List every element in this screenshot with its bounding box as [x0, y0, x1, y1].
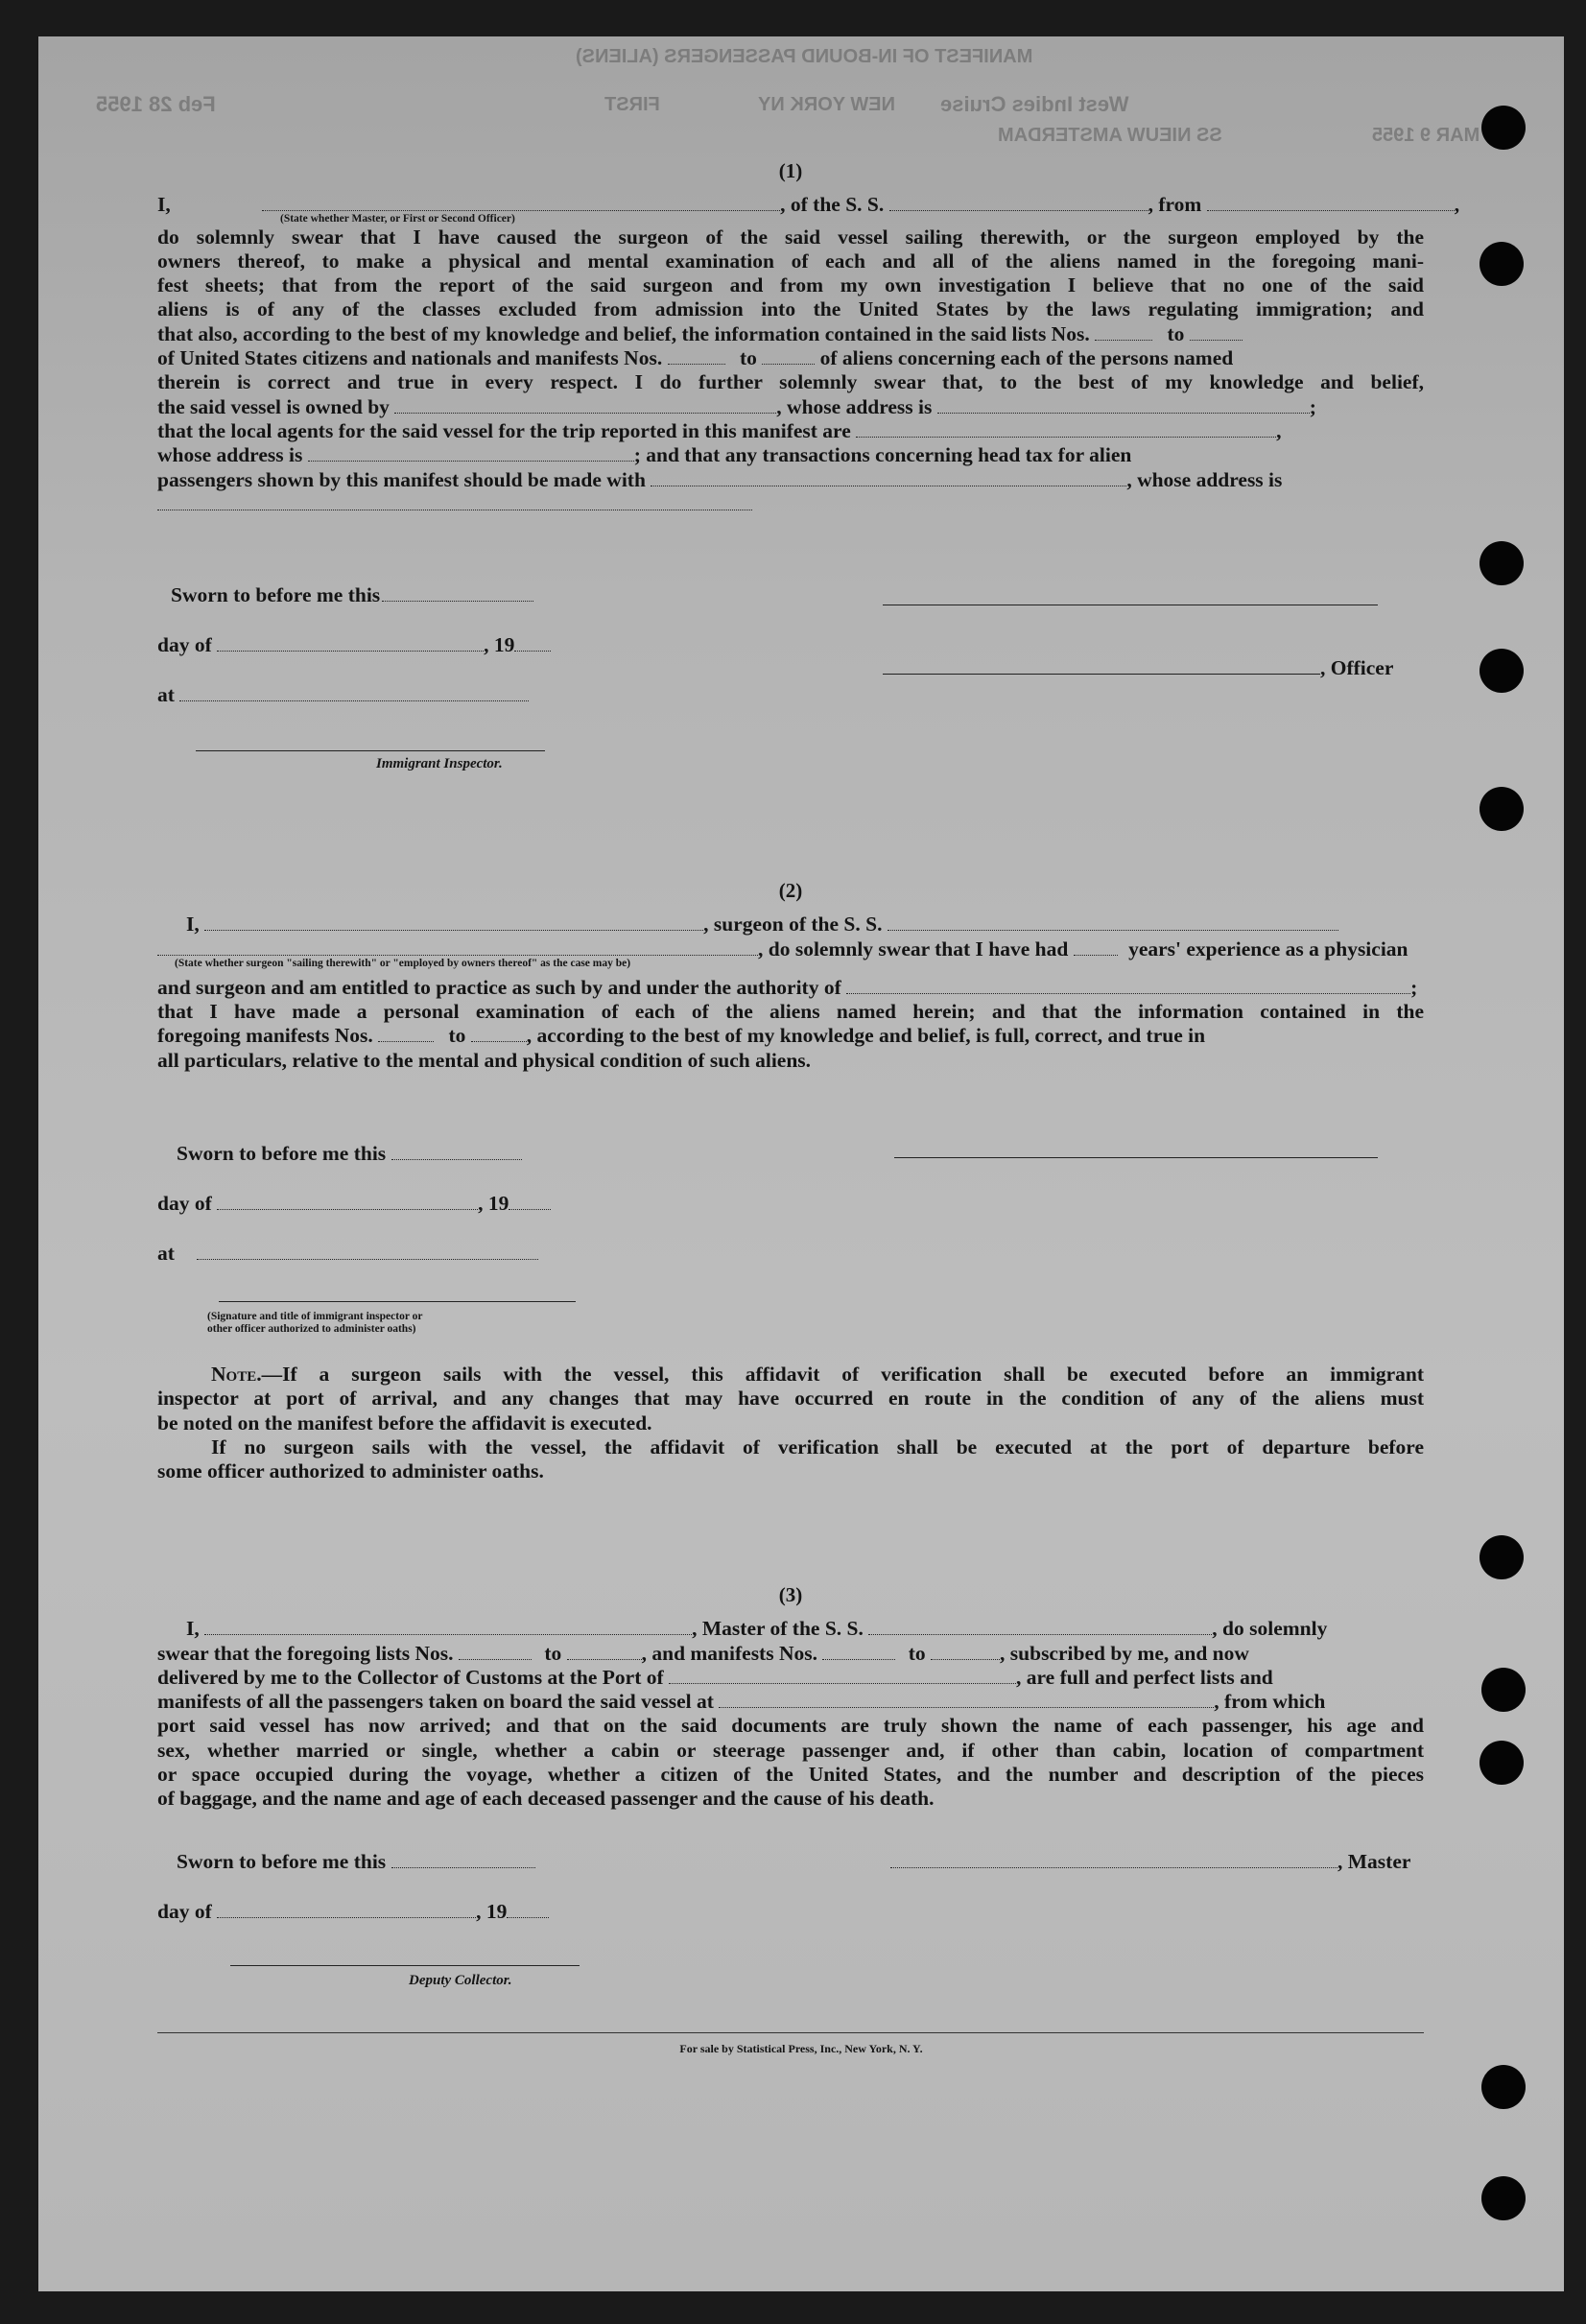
departure-port-field[interactable] — [1207, 196, 1455, 211]
bleed-arrival-date: MAR 9 1955 — [1372, 125, 1480, 146]
master-signature-line[interactable] — [890, 1853, 1337, 1868]
section-2-inspector-signature-line[interactable] — [219, 1301, 576, 1302]
head-tax-address-continuation — [157, 492, 1424, 516]
punch-hole — [1479, 649, 1524, 693]
master-manifests-to-field[interactable] — [931, 1645, 1000, 1660]
surgeon-signature-line[interactable] — [894, 1157, 1378, 1158]
officer-signature-line-2[interactable] — [883, 660, 1320, 675]
agents-line: that the local agents for the said vessel for the trip reported in this manifest are , — [157, 418, 1282, 442]
section-3-day-of: day of , 19 — [157, 1900, 549, 1924]
years-experience-field[interactable] — [1074, 940, 1118, 956]
section-3-delivered-line: delivered by me to the Collector of Customs at the Port of , are full and perfect lists and — [157, 1665, 1273, 1689]
officer-title-note: (State whether Master, or First or Second Officer) — [280, 212, 515, 225]
punch-hole — [1479, 541, 1524, 585]
bleed-cruise: West Indies Cruise — [940, 92, 1129, 116]
section-3-sworn-label: Sworn to before me this — [177, 1850, 535, 1874]
surgeon-manifests-from-field[interactable] — [378, 1027, 434, 1042]
printer-imprint: For sale by Statistical Press, Inc., New York, N. Y. — [679, 2042, 923, 2055]
surgeon-manifests-to-field[interactable] — [471, 1027, 527, 1042]
surgeon-name-field[interactable] — [204, 915, 703, 931]
oath-line: fest sheets; that from the report of the said surgeon and from my own investigation I believe that no one of the said — [157, 273, 1424, 297]
section-2-sworn-day-field[interactable] — [391, 1145, 522, 1160]
footer-rule — [157, 2032, 1424, 2033]
section-3-body-line: port said vessel has now arrived; and that on the said documents are truly shown the name of each passenger, his age and — [157, 1714, 1424, 1738]
note-label: Note. — [211, 1363, 262, 1386]
section-3-body-line: or space occupied during the voyage, whether a citizen of the United States, and the number and description of the pieces — [157, 1763, 1424, 1787]
section-2-first-line: I, , surgeon of the S. S. — [157, 913, 1424, 937]
officer-name-field[interactable] — [262, 196, 780, 211]
punch-hole — [1479, 787, 1524, 831]
manifests-from-field[interactable] — [668, 349, 725, 365]
punch-hole — [1479, 242, 1524, 286]
vessel-name-field[interactable] — [889, 196, 1148, 211]
section-2-year-field[interactable] — [509, 1195, 551, 1210]
sworn-year-field[interactable] — [514, 636, 551, 652]
deputy-collector-title: Deputy Collector. — [409, 1973, 512, 1988]
section-3-sworn-day-field[interactable] — [391, 1853, 535, 1868]
bleed-class: FIRST — [604, 94, 660, 115]
customs-port-field[interactable] — [669, 1669, 1016, 1684]
oath-line: aliens is of any of the classes excluded from admission into the United States by the laws regulating immigration; and — [157, 297, 1424, 321]
particulars-line: all particulars, relative to the mental and physical condition of such aliens. — [157, 1048, 812, 1072]
inspector-title: Immigrant Inspector. — [376, 756, 503, 771]
section-3-master-oath — [157, 1583, 1424, 1812]
correct-line: therein is correct and true in every respect. I do further solemnly swear that, to the best of my knowledge and belief, — [157, 370, 1424, 394]
manifest-verification-page — [38, 36, 1564, 2291]
lists-from-field[interactable] — [1095, 325, 1152, 341]
section-2-number: (2) — [778, 879, 803, 902]
punch-hole — [1481, 106, 1526, 150]
inspector-signature-line[interactable] — [196, 750, 545, 751]
punch-hole — [1481, 1668, 1526, 1712]
oath-line: owners thereof, to make a physical and mental examination of each and all of the aliens named in the foregoing mani- — [157, 249, 1424, 273]
master-vessel-field[interactable] — [868, 1620, 1212, 1635]
punch-hole — [1481, 2065, 1526, 2109]
master-lists-from-field[interactable] — [459, 1645, 532, 1660]
agents-name-field[interactable] — [856, 422, 1276, 438]
bleed-through-text — [38, 36, 1564, 152]
authority-field[interactable] — [846, 979, 1410, 994]
manifests-line: of United States citizens and nationals and manifests Nos. to of aliens concerning each of the persons named — [157, 346, 1234, 370]
examination-line: that I have made a personal examination of each of the aliens named herein; and that the information contained in the — [157, 1000, 1424, 1024]
master-manifests-from-field[interactable] — [822, 1645, 895, 1660]
section-1-officer-signature: , Officer — [883, 656, 1393, 680]
bleed-manifest-title: MANIFEST OF IN-BOUND PASSENGERS (ALIENS) — [576, 46, 1033, 67]
punch-hole — [1479, 1741, 1524, 1785]
deputy-collector-signature-line[interactable] — [230, 1965, 580, 1966]
section-1-sworn-label: Sworn to before me this — [171, 583, 533, 607]
head-tax-line: passengers shown by this manifest should be made with , whose address is — [157, 467, 1283, 491]
surgeon-vessel-field[interactable] — [888, 915, 1338, 931]
bleed-vessel: SS NIEUW AMSTERDAM — [998, 125, 1222, 146]
section-1-first-line: I, , of the S. S. , from , — [157, 193, 1460, 217]
section-3-number: (3) — [778, 1583, 803, 1606]
section-3-body-line: sex, whether married or single, whether a cabin or steerage passenger and, if other than cabin, location of compartment — [157, 1738, 1424, 1762]
surgeon-vessel-continuation[interactable] — [157, 940, 758, 956]
section-3-month-field[interactable] — [217, 1903, 476, 1918]
sworn-place-field[interactable] — [179, 686, 529, 701]
section-2-surgeon-oath — [157, 879, 1424, 1073]
section-1-day-of: day of , 19 — [157, 633, 551, 657]
bleed-date: Feb 28 1955 — [96, 92, 216, 116]
section-2-day-of: day of , 19 — [157, 1192, 551, 1216]
authority-line: and surgeon and am entitled to practice as such by and under the authority of ; — [157, 975, 1418, 999]
master-lists-to-field[interactable] — [567, 1645, 642, 1660]
oath-line: do solemnly swear that I have caused the surgeon of the said vessel sailing therewith, or the surgeon employed by the — [157, 225, 1424, 249]
section-1-number: (1) — [778, 159, 803, 182]
sworn-month-field[interactable] — [217, 636, 484, 652]
punch-hole — [1479, 1535, 1524, 1579]
section-2-at: at — [157, 1242, 538, 1266]
punch-hole — [1481, 2176, 1526, 2220]
section-2-swear-line: , do solemnly swear that I have had years' experience as a physician — [157, 937, 1424, 961]
embarkation-port-field[interactable] — [719, 1693, 1214, 1708]
lists-line: that also, according to the best of my knowledge and belief, the information contained in the said lists Nos. to — [157, 322, 1424, 346]
section-3-year-field[interactable] — [507, 1903, 549, 1918]
head-tax-payer-field[interactable] — [651, 471, 1126, 486]
section-1-at: at — [157, 683, 529, 707]
section-3-lists-line: swear that the foregoing lists Nos. to , and manifests Nos. to , subscribed by me, and now — [157, 1641, 1249, 1665]
section-2-month-field[interactable] — [217, 1195, 478, 1210]
bleed-port: NEW YORK NY — [758, 94, 895, 115]
owner-address-field[interactable] — [937, 398, 1310, 414]
section-2-manifests-line: foregoing manifests Nos. to , according to the best of my knowledge and belief, is full, correct, and true in — [157, 1024, 1206, 1048]
agents-address-line: whose address is ; and that any transactions concerning head tax for alien — [157, 443, 1132, 467]
note-line: Note.—If a surgeon sails with the vessel, this affidavit of verification shall be executed before an immigrant — [211, 1363, 1424, 1386]
section-1-master-oath — [157, 159, 1460, 516]
note-line: some officer authorized to administer oaths. — [157, 1459, 544, 1483]
sworn-day-field[interactable] — [382, 586, 533, 602]
owner-line: the said vessel is owned by , whose address is ; — [157, 394, 1316, 418]
note-line: be noted on the manifest before the affidavit is executed. — [157, 1411, 652, 1435]
agents-address-field[interactable] — [308, 446, 634, 462]
owner-name-field[interactable] — [394, 398, 776, 414]
surgeon-status-note: (State whether surgeon "sailing therewith" or "employed by owners thereof" as the case may be) — [175, 957, 631, 969]
section-2-place-field[interactable] — [197, 1245, 538, 1260]
note-line: If no surgeon sails with the vessel, the affidavit of verification shall be executed at the port of departure before — [211, 1435, 1424, 1458]
section-2-sworn-label: Sworn to before me this — [177, 1142, 522, 1166]
master-name-field[interactable] — [204, 1620, 692, 1635]
lists-to-field[interactable] — [1190, 325, 1243, 341]
note-line: inspector at port of arrival, and any changes that may have occurred en route in the condition of any of the aliens must — [157, 1387, 1424, 1411]
manifests-to-field[interactable] — [762, 349, 815, 365]
section-2-signature-note-2: other officer authorized to administer oaths) — [207, 1323, 416, 1335]
section-2-signature-note-1: (Signature and title of immigrant inspector or — [207, 1311, 423, 1322]
head-tax-address-field[interactable] — [157, 495, 752, 510]
section-3-body-line: of baggage, and the name and age of each deceased passenger and the cause of his death. — [157, 1787, 935, 1811]
section-3-taken-line: manifests of all the passengers taken on board the said vessel at , from which — [157, 1690, 1326, 1714]
affidavit-note — [157, 1363, 1424, 1483]
section-3-master-signature: , Master — [890, 1850, 1410, 1874]
section-3-first-line: I, , Master of the S. S. , do solemnly — [186, 1617, 1328, 1641]
